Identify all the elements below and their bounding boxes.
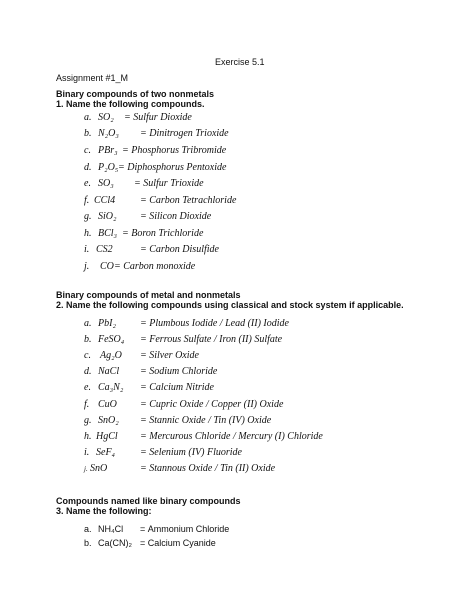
- item-equals: =: [122, 145, 129, 156]
- item-name: Sulfur Trioxide: [143, 178, 204, 189]
- item-name: Sulfur Dioxide: [133, 112, 192, 123]
- item-formula: BCl₃: [98, 228, 118, 239]
- item-letter: c.: [84, 145, 91, 156]
- list-item: [84, 195, 236, 206]
- item-letter: f.: [84, 195, 90, 206]
- list-item: [84, 415, 271, 426]
- item-name: Selenium (IV) Fluoride: [149, 447, 242, 458]
- item-equals: =: [140, 195, 147, 206]
- list-item: [84, 261, 195, 272]
- item-name: Mercurous Chloride / Mercury (I) Chloride: [149, 431, 323, 442]
- item-formula: NH₄Cl: [98, 524, 124, 534]
- item-formula: SnO: [90, 463, 108, 474]
- item-letter: f.: [84, 399, 90, 410]
- list-item: [84, 128, 229, 139]
- item-formula: CO: [100, 261, 114, 272]
- item-formula: FeSO₄: [98, 334, 125, 345]
- item-letter: g.: [84, 211, 92, 222]
- item-formula: CCl4: [94, 195, 116, 206]
- item-formula: SiO₂: [98, 211, 117, 222]
- item-equals: =: [124, 112, 131, 123]
- exercise-title: Exercise 5.1: [215, 57, 265, 67]
- item-formula: Ca(CN)₂: [98, 538, 132, 548]
- list-item: [84, 463, 275, 474]
- section1-instruction: 1. Name the following compounds.: [56, 99, 205, 109]
- list-item: [84, 431, 323, 442]
- list-item: [84, 350, 199, 361]
- item-formula: SO₃: [98, 178, 114, 189]
- item-formula: P₂O₅: [98, 162, 119, 173]
- item-formula: HgCl: [96, 431, 118, 442]
- item-letter: j.: [84, 465, 88, 473]
- item-formula: CuO: [98, 399, 117, 410]
- item-formula: PbI₂: [98, 318, 116, 329]
- item-letter: d.: [84, 162, 92, 173]
- item-name: Stannic Oxide / Tin (IV) Oxide: [149, 415, 272, 426]
- item-equals: =: [140, 538, 146, 548]
- item-letter: i.: [84, 447, 90, 458]
- item-equals: =: [122, 228, 129, 239]
- item-name: Carbon Tetrachloride: [149, 195, 237, 206]
- item-formula: N₂O₃: [98, 128, 119, 139]
- list-item: [84, 538, 216, 548]
- item-letter: c.: [84, 350, 91, 361]
- list-item: [84, 178, 204, 189]
- item-equals: =: [140, 382, 147, 393]
- item-letter: a.: [84, 318, 92, 329]
- item-name: Diphosphorus Pentoxide: [127, 162, 227, 173]
- item-letter: j.: [84, 261, 90, 272]
- item-name: Plumbous Iodide / Lead (II) Iodide: [149, 318, 289, 329]
- item-name: Dinitrogen Trioxide: [149, 128, 229, 139]
- item-equals: =: [140, 350, 147, 361]
- item-letter: e.: [84, 382, 91, 393]
- section2-heading: Binary compounds of metal and nonmetals: [56, 290, 241, 300]
- item-formula: Ag₂O: [100, 350, 122, 361]
- item-equals: =: [118, 162, 125, 173]
- item-formula: SeF₄: [96, 447, 116, 458]
- item-formula: CS2: [96, 244, 113, 255]
- list-item: [84, 334, 282, 345]
- item-letter: e.: [84, 178, 91, 189]
- item-equals: =: [140, 447, 147, 458]
- item-equals: =: [140, 431, 147, 442]
- item-equals: =: [140, 244, 147, 255]
- item-name: Silver Oxide: [149, 350, 199, 361]
- list-item: [84, 524, 229, 534]
- item-formula: SO₂: [98, 112, 114, 123]
- item-equals: =: [140, 128, 147, 139]
- item-letter: g.: [84, 415, 92, 426]
- item-name: Ammonium Chloride: [147, 524, 230, 534]
- section1-heading: Binary compounds of two nonmetals: [56, 89, 215, 99]
- assignment-label: Assignment #1_M: [56, 73, 129, 83]
- item-letter: a.: [84, 112, 92, 123]
- list-item: [84, 318, 289, 329]
- item-formula: Ca₃N₂: [98, 382, 124, 393]
- item-equals: =: [140, 463, 147, 474]
- item-formula: NaCl: [98, 366, 120, 377]
- list-item: [84, 162, 226, 173]
- item-letter: h.: [84, 431, 92, 442]
- item-name: Cupric Oxide / Copper (II) Oxide: [149, 399, 284, 410]
- item-name: Ferrous Sulfate / Iron (II) Sulfate: [149, 334, 283, 345]
- item-letter: a.: [84, 524, 92, 534]
- item-equals: =: [140, 415, 147, 426]
- item-name: Silicon Dioxide: [149, 211, 212, 222]
- item-name: Stannous Oxide / Tin (II) Oxide: [149, 463, 276, 474]
- section3-instruction: 3. Name the following:: [56, 506, 152, 516]
- item-equals: =: [140, 366, 147, 377]
- list-item: [84, 211, 211, 222]
- item-equals: =: [140, 399, 147, 410]
- list-item: [84, 447, 242, 458]
- item-letter: b.: [84, 334, 92, 345]
- item-letter: b.: [84, 128, 92, 139]
- item-letter: d.: [84, 366, 92, 377]
- item-equals: =: [140, 524, 146, 534]
- list-item: [84, 244, 219, 255]
- item-formula: PBr₃: [98, 145, 118, 156]
- list-item: [84, 112, 192, 123]
- item-name: Carbon monoxide: [123, 261, 196, 272]
- list-item: [84, 399, 283, 410]
- item-formula: SnO₂: [98, 415, 119, 426]
- item-name: Sodium Chloride: [149, 366, 218, 377]
- item-name: Boron Trichloride: [131, 228, 204, 239]
- item-letter: h.: [84, 228, 92, 239]
- list-item: [84, 228, 203, 239]
- item-letter: b.: [84, 538, 92, 548]
- item-name: Calcium Nitride: [149, 382, 214, 393]
- item-equals: =: [140, 318, 147, 329]
- list-item: [84, 145, 226, 156]
- item-equals: =: [140, 334, 147, 345]
- section2-instruction: 2. Name the following compounds using classical and stock system if applicable.: [56, 300, 404, 310]
- list-item: [84, 366, 217, 377]
- item-equals: =: [140, 211, 147, 222]
- item-name: Carbon Disulfide: [149, 244, 219, 255]
- list-item: [84, 382, 214, 393]
- section3-heading: Compounds named like binary compounds: [56, 496, 241, 506]
- item-name: Calcium Cyanide: [147, 538, 216, 548]
- item-equals: =: [114, 261, 121, 272]
- item-letter: i.: [84, 244, 90, 255]
- item-equals: =: [134, 178, 141, 189]
- item-name: Phosphorus Tribromide: [131, 145, 227, 156]
